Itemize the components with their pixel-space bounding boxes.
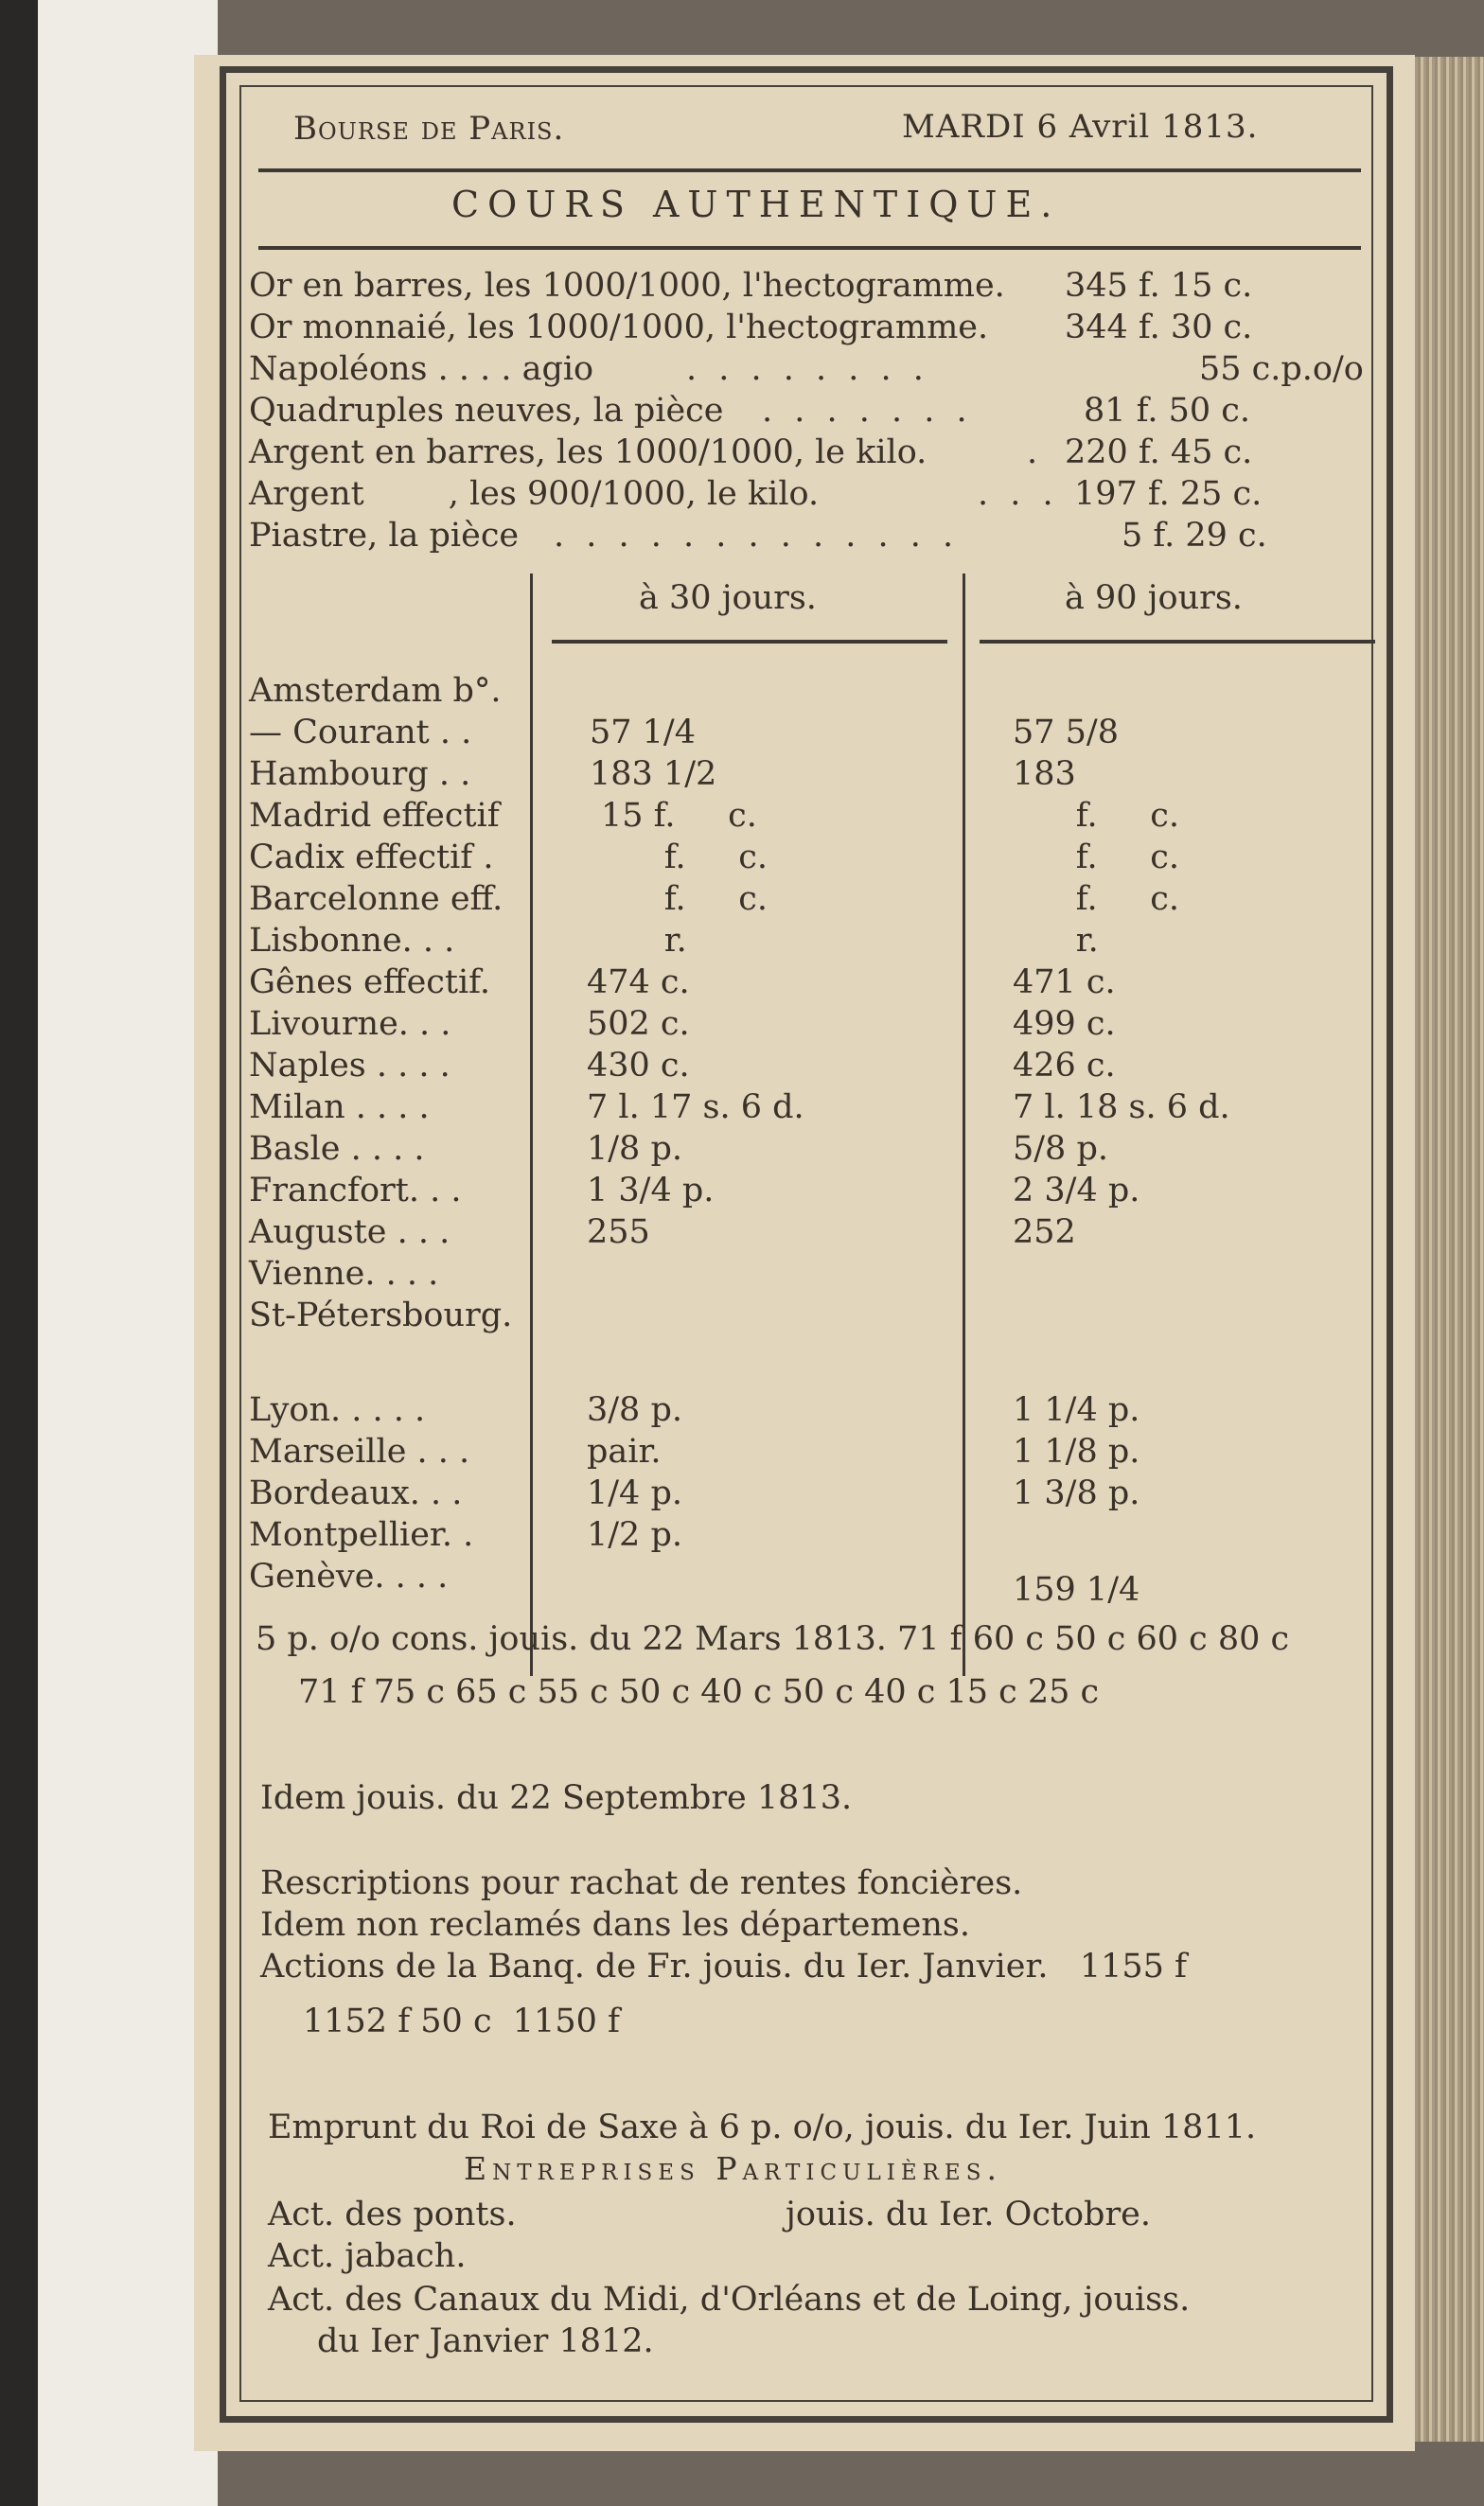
exchange-place: Gênes effectif. [249,963,490,1001]
act-canaux-2: du Ier Janvier 1812. [317,2322,654,2360]
rate-90-days: f. c. [1013,838,1179,876]
rate-90-days: 1 1/8 p. [1013,1433,1140,1471]
domestic-place: Genève. . . . [249,1558,449,1596]
domestic-place: Bordeaux. . . [249,1474,463,1512]
rate-90-days: 183 [1013,755,1076,793]
rate-90-days: 1 3/8 p. [1013,1474,1140,1512]
metal-leader-dots: . [1027,433,1044,471]
metal-value: 220 f. 45 c. [1065,433,1253,471]
rate-90-days: 5/8 p. [1013,1130,1108,1168]
rate-30-days: 1/2 p. [587,1516,682,1554]
rate-30-days: pair. [587,1433,662,1471]
actions-banque-line: Actions de la Banq. de Fr. jouis. du Ier. Janvier. 1155 f [260,1948,1187,1985]
rate-30-days: f. c. [601,838,768,876]
act-ponts-jouis: jouis. du Ier. Octobre. [786,2196,1152,2233]
exchange-place: Hambourg . . [249,755,471,793]
document-page [194,55,1415,2451]
column-header-90: à 90 jours. [1065,579,1243,617]
metal-leader-dots: . . . . . . . . . . . . . [554,517,960,555]
act-canaux: Act. des Canaux du Midi, d'Orléans et de Loing, jouiss. [268,2281,1191,2319]
facing-page [38,0,218,2506]
rentes-line-2: 71 f 75 c 65 c 55 c 50 c 40 c 50 c 40 c 15 c 25 c [298,1673,1100,1711]
act-ponts: Act. des ponts. [268,2196,517,2233]
metal-label: Napoléons . . . . agio [249,350,594,388]
rate-90-days: 159 1/4 [1013,1571,1140,1609]
column-rule-left [530,574,533,1676]
metal-label: Or monnaié, les 1000/1000, l'hectogramme. [249,309,989,346]
exchange-place: Cadix effectif . [249,838,494,876]
rate-90-days: r. [1013,922,1099,960]
rate-30-days: 3/8 p. [587,1391,682,1429]
metal-value: 345 f. 15 c. [1065,267,1253,305]
rate-90-days: 499 c. [1013,1005,1116,1043]
column-header-rule-30 [552,640,947,644]
exchange-place: Livourne. . . [249,1005,451,1043]
rate-30-days: 7 l. 17 s. 6 d. [587,1088,804,1126]
rate-30-days: 1 3/4 p. [587,1172,715,1209]
exchange-place: Vienne. . . . [249,1255,439,1293]
exchange-place: — Courant . . [249,714,472,751]
emprunt-line: Emprunt du Roi de Saxe à 6 p. o/o, jouis. du Ier. Juin 1811. [268,2109,1257,2146]
rate-30-days: f. c. [601,880,768,918]
rate-90-days: 426 c. [1013,1047,1116,1085]
rate-30-days: r. [601,922,687,960]
metal-label: Argent , les 900/1000, le kilo. [249,475,820,513]
exchange-place: Barcelonne eff. [249,880,504,918]
metal-label: Quadruples neuves, la pièce [249,392,724,430]
metal-label: Argent en barres, les 1000/1000, le kilo. [249,433,928,471]
exchange-place: Basle . . . . [249,1130,425,1168]
metal-value: 55 c.p.o/o [1199,350,1364,388]
rate-30-days: 1/4 p. [587,1474,682,1512]
header-rule [258,168,1361,172]
domestic-place: Lyon. . . . . [249,1391,426,1429]
rate-30-days: 57 1/4 [590,714,696,751]
exchange-place: Francfort. . . [249,1172,462,1209]
rate-30-days: 1/8 p. [587,1130,682,1168]
rate-30-days: 255 [587,1213,650,1251]
rate-90-days: 471 c. [1013,963,1116,1001]
column-header-rule-90 [980,640,1375,644]
rate-90-days: f. c. [1013,880,1179,918]
rescriptions-line: Rescriptions pour rachat de rentes foncières. [260,1864,1023,1902]
header-left: Bourse de Paris. [293,110,565,148]
metal-label: Piastre, la pièce [249,517,520,555]
metal-value: 197 f. 25 c. [1074,475,1263,513]
domestic-place: Marseille . . . [249,1433,470,1471]
metal-leader-dots: . . . . . . . [762,392,973,430]
rate-30-days: 15 f. c. [601,797,757,835]
rentes-line-1: 5 p. o/o cons. jouis. du 22 Mars 1813. 71 f 60 c 50 c 60 c 80 c [256,1620,1290,1658]
column-header-30: à 30 jours. [639,579,817,617]
rate-30-days: 474 c. [587,963,690,1001]
page-title: COURS AUTHENTIQUE. [451,184,1061,225]
rate-30-days: 502 c. [587,1005,690,1043]
idem-line: Idem jouis. du 22 Septembre 1813. [260,1779,853,1817]
metal-value: 344 f. 30 c. [1065,309,1253,346]
header-date: MARDI 6 Avril 1813. [902,108,1259,146]
exchange-place: Naples . . . . [249,1047,450,1085]
rate-90-days: 7 l. 18 s. 6 d. [1013,1088,1230,1126]
exchange-place: St-Pétersbourg. [249,1297,513,1334]
metal-leader-dots: . . . [978,475,1059,513]
actions-banque-line-2: 1152 f 50 c 1150 f [303,2003,620,2040]
exchange-place: Amsterdam b°. [249,672,502,710]
metal-value: 81 f. 50 c. [1084,392,1251,430]
act-jabach: Act. jabach. [268,2237,467,2275]
rate-90-days: 2 3/4 p. [1013,1172,1140,1209]
idem-non-line: Idem non reclamés dans les départemens. [260,1906,970,1944]
rate-30-days: 183 1/2 [590,755,717,793]
rate-90-days: 57 5/8 [1013,714,1119,751]
rate-30-days: 430 c. [587,1047,690,1085]
exchange-place: Milan . . . . [249,1088,430,1126]
entreprises-title: Entreprises Particulières. [464,2150,1002,2187]
exchange-place: Madrid effectif [249,797,500,835]
metal-label: Or en barres, les 1000/1000, l'hectogramme. [249,267,1005,305]
title-rule [258,246,1361,250]
metal-value: 5 f. 29 c. [1122,517,1267,555]
rate-90-days: f. c. [1013,797,1179,835]
rate-90-days: 252 [1013,1213,1076,1251]
domestic-place: Montpellier. . [249,1516,474,1554]
column-rule-right [963,574,965,1676]
background-edge [0,0,38,2506]
rate-90-days: 1 1/4 p. [1013,1391,1140,1429]
metal-leader-dots: . . . . . . . . [686,350,929,388]
exchange-place: Lisbonne. . . [249,922,455,960]
exchange-place: Auguste . . . [249,1213,450,1251]
